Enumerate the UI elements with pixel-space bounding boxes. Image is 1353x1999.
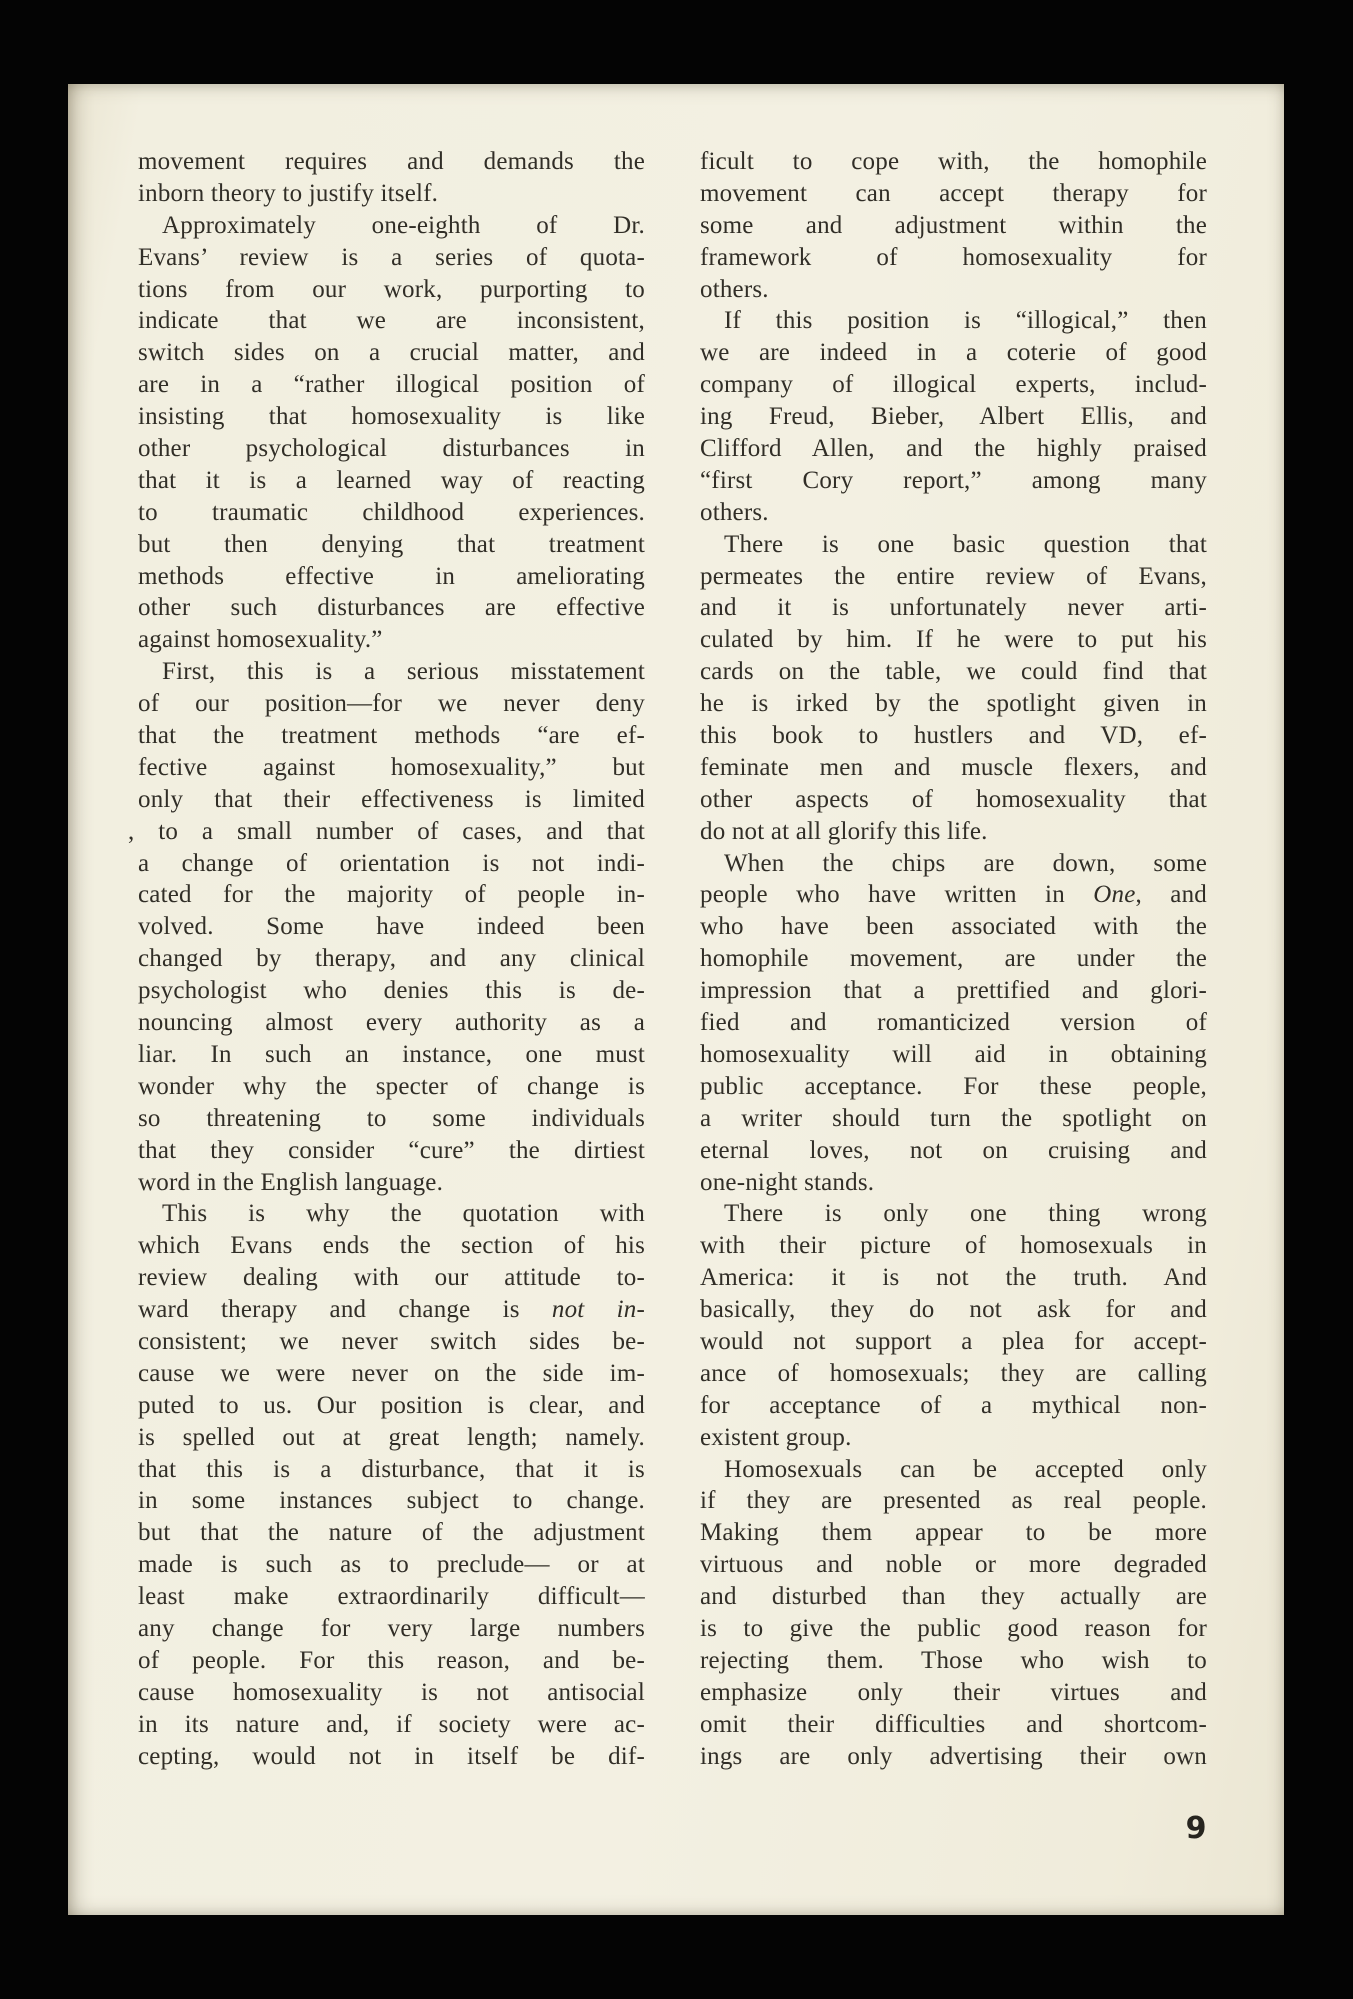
text-line: that this is a disturbance, that it is [138,1455,645,1483]
text-column-left [128,146,645,1772]
text-line: Making them appear to be more [700,1519,1207,1547]
text-line: one-night stands. [700,1168,875,1196]
text-line: America: it is not the truth. And [700,1264,1207,1292]
text-line: This is why the quotation with [162,1200,645,1228]
text-line: psychologist who denies this is de- [138,977,645,1005]
text-line: volved. Some have indeed been [138,913,645,941]
text-line: cepting, would not in itself be dif- [138,1742,645,1770]
text-line: people who have written in One, and [700,881,1207,909]
text-line: insisting that homosexuality is like [138,403,645,431]
text-line: other psychological disturbances in [138,435,645,463]
text-line: impression that a prettified and glori- [700,977,1207,1005]
text-line: puted to us. Our position is clear, and [138,1391,645,1419]
text-line: public acceptance. For these people, [700,1072,1207,1100]
text-line: in some instances subject to change. [138,1487,645,1515]
text-line: First, this is a serious misstatement [162,658,645,686]
text-column-right [700,146,1207,1772]
text-line: changed by therapy, and any clinical [138,945,645,973]
text-line: cause we were never on the side im- [138,1359,645,1387]
text-line: Evans’ review is a series of quota- [138,243,645,271]
text-line: and it is unfortunately never arti- [700,594,1207,622]
text-line: other such disturbances are effective [138,594,645,622]
text-line: ings are only advertising their own [700,1742,1207,1770]
text-line: Clifford Allen, and the highly praised [700,435,1207,463]
text-line: ward therapy and change is not in- [138,1296,645,1324]
text-line: homosexuality will aid in obtaining [700,1040,1207,1068]
text-line: There is only one thing wrong [724,1200,1207,1228]
text-line: “first Cory report,” among many [700,466,1207,494]
text-line: that they consider “cure” the dirtiest [138,1136,645,1164]
text-line: If this position is “illogical,” then [724,307,1207,335]
text-line: framework of homosexuality for [700,243,1207,271]
text-line: tions from our work, purporting to [138,275,645,303]
text-line: eternal loves, not on cruising and [700,1136,1207,1164]
text-line: that the treatment methods “are ef- [138,722,645,750]
text-line: nouncing almost every authority as a [138,1009,645,1037]
text-line: cated for the majority of people in- [138,881,645,909]
text-line: is spelled out at great length; namely. [138,1423,645,1451]
text-line: some and adjustment within the [700,211,1207,239]
text-line: methods effective in ameliorating [138,562,645,590]
text-line: omit their difficulties and shortcom- [700,1710,1207,1738]
text-line: Approximately one-eighth of Dr. [162,211,645,239]
text-line: emphasize only their virtues and [700,1678,1207,1706]
text-line: switch sides on a crucial matter, and [138,339,645,367]
text-line: fied and romanticized version of [700,1009,1207,1037]
text-line: company of illogical experts, includ- [700,371,1207,399]
text-line: consistent; we never switch sides be- [138,1327,645,1355]
text-line: Homosexuals can be accepted only [724,1455,1207,1483]
text-line: so threatening to some individuals [138,1104,645,1132]
text-line: basically, they do not ask for and [700,1296,1207,1324]
text-line: other aspects of homosexuality that [700,785,1207,813]
text-line: made is such as to preclude— or at [138,1551,645,1579]
text-line: of people. For this reason, and be- [138,1646,645,1674]
text-line: inborn theory to justify itself. [138,179,439,207]
text-line: any change for very large numbers [138,1614,645,1642]
text-line: would not support a plea for accept- [700,1327,1207,1355]
text-line: others. [700,498,769,526]
text-line: movement requires and demands the [138,148,645,175]
text-line: rejecting them. Those who wish to [700,1646,1207,1674]
text-line: liar. In such an instance, one must [138,1040,645,1068]
text-line: culated by him. If he were to put his [700,626,1207,654]
text-line: if they are presented as real people. [700,1487,1207,1515]
text-line: There is one basic question that [724,530,1207,558]
text-line: , to a small number of cases, and that [128,817,645,845]
text-line: a writer should turn the spotlight on [700,1104,1207,1132]
text-line: review dealing with our attitude to- [138,1264,645,1292]
text-line: least make extraordinarily difficult— [138,1583,645,1611]
text-line: homophile movement, are under the [700,945,1207,973]
text-line: ance of homosexuals; they are calling [700,1359,1207,1387]
text-line: and disturbed than they actually are [700,1583,1207,1611]
text-line: ficult to cope with, the homophile [700,148,1207,175]
text-line: existent group. [700,1423,852,1451]
text-line: only that their effectiveness is limited [138,785,645,813]
text-line: is to give the public good reason for [700,1614,1207,1642]
text-line: fective against homosexuality,” but [138,753,645,781]
text-line: to traumatic childhood experiences. [138,498,645,526]
text-line: this book to hustlers and VD, ef- [700,722,1207,750]
magazine-page [68,84,1284,1915]
text-line: wonder why the specter of change is [138,1072,645,1100]
text-line: against homosexuality.” [138,626,383,654]
text-line: do not at all glorify this life. [700,817,988,845]
page-number: 9 [1185,1811,1207,1846]
text-line: cause homosexuality is not antisocial [138,1678,645,1706]
text-line: word in the English language. [138,1168,444,1196]
text-line: he is irked by the spotlight given in [700,690,1207,718]
text-line: are in a “rather illogical position of [138,371,645,399]
text-line: we are indeed in a coterie of good [700,339,1207,367]
text-line: feminate men and muscle flexers, and [700,753,1207,781]
text-line: which Evans ends the section of his [138,1232,645,1260]
text-line: who have been associated with the [700,913,1207,941]
text-line: ing Freud, Bieber, Albert Ellis, and [700,403,1207,431]
text-line: in its nature and, if society were ac- [138,1710,645,1738]
text-line: that it is a learned way of reacting [138,466,645,494]
text-line: cards on the table, we could find that [700,658,1207,686]
text-line: others. [700,275,769,303]
text-line: indicate that we are inconsistent, [138,307,645,335]
text-line: virtuous and noble or more degraded [700,1551,1207,1579]
text-line: a change of orientation is not indi- [138,849,645,877]
text-line: permeates the entire review of Evans, [700,562,1207,590]
text-line: but that the nature of the adjustment [138,1519,645,1547]
text-line: for acceptance of a mythical non- [700,1391,1207,1419]
text-line: with their picture of homosexuals in [700,1232,1207,1260]
text-line: of our position—for we never deny [138,690,645,718]
text-line: movement can accept therapy for [700,179,1207,207]
text-line: but then denying that treatment [138,530,645,558]
text-line: When the chips are down, some [724,849,1207,877]
